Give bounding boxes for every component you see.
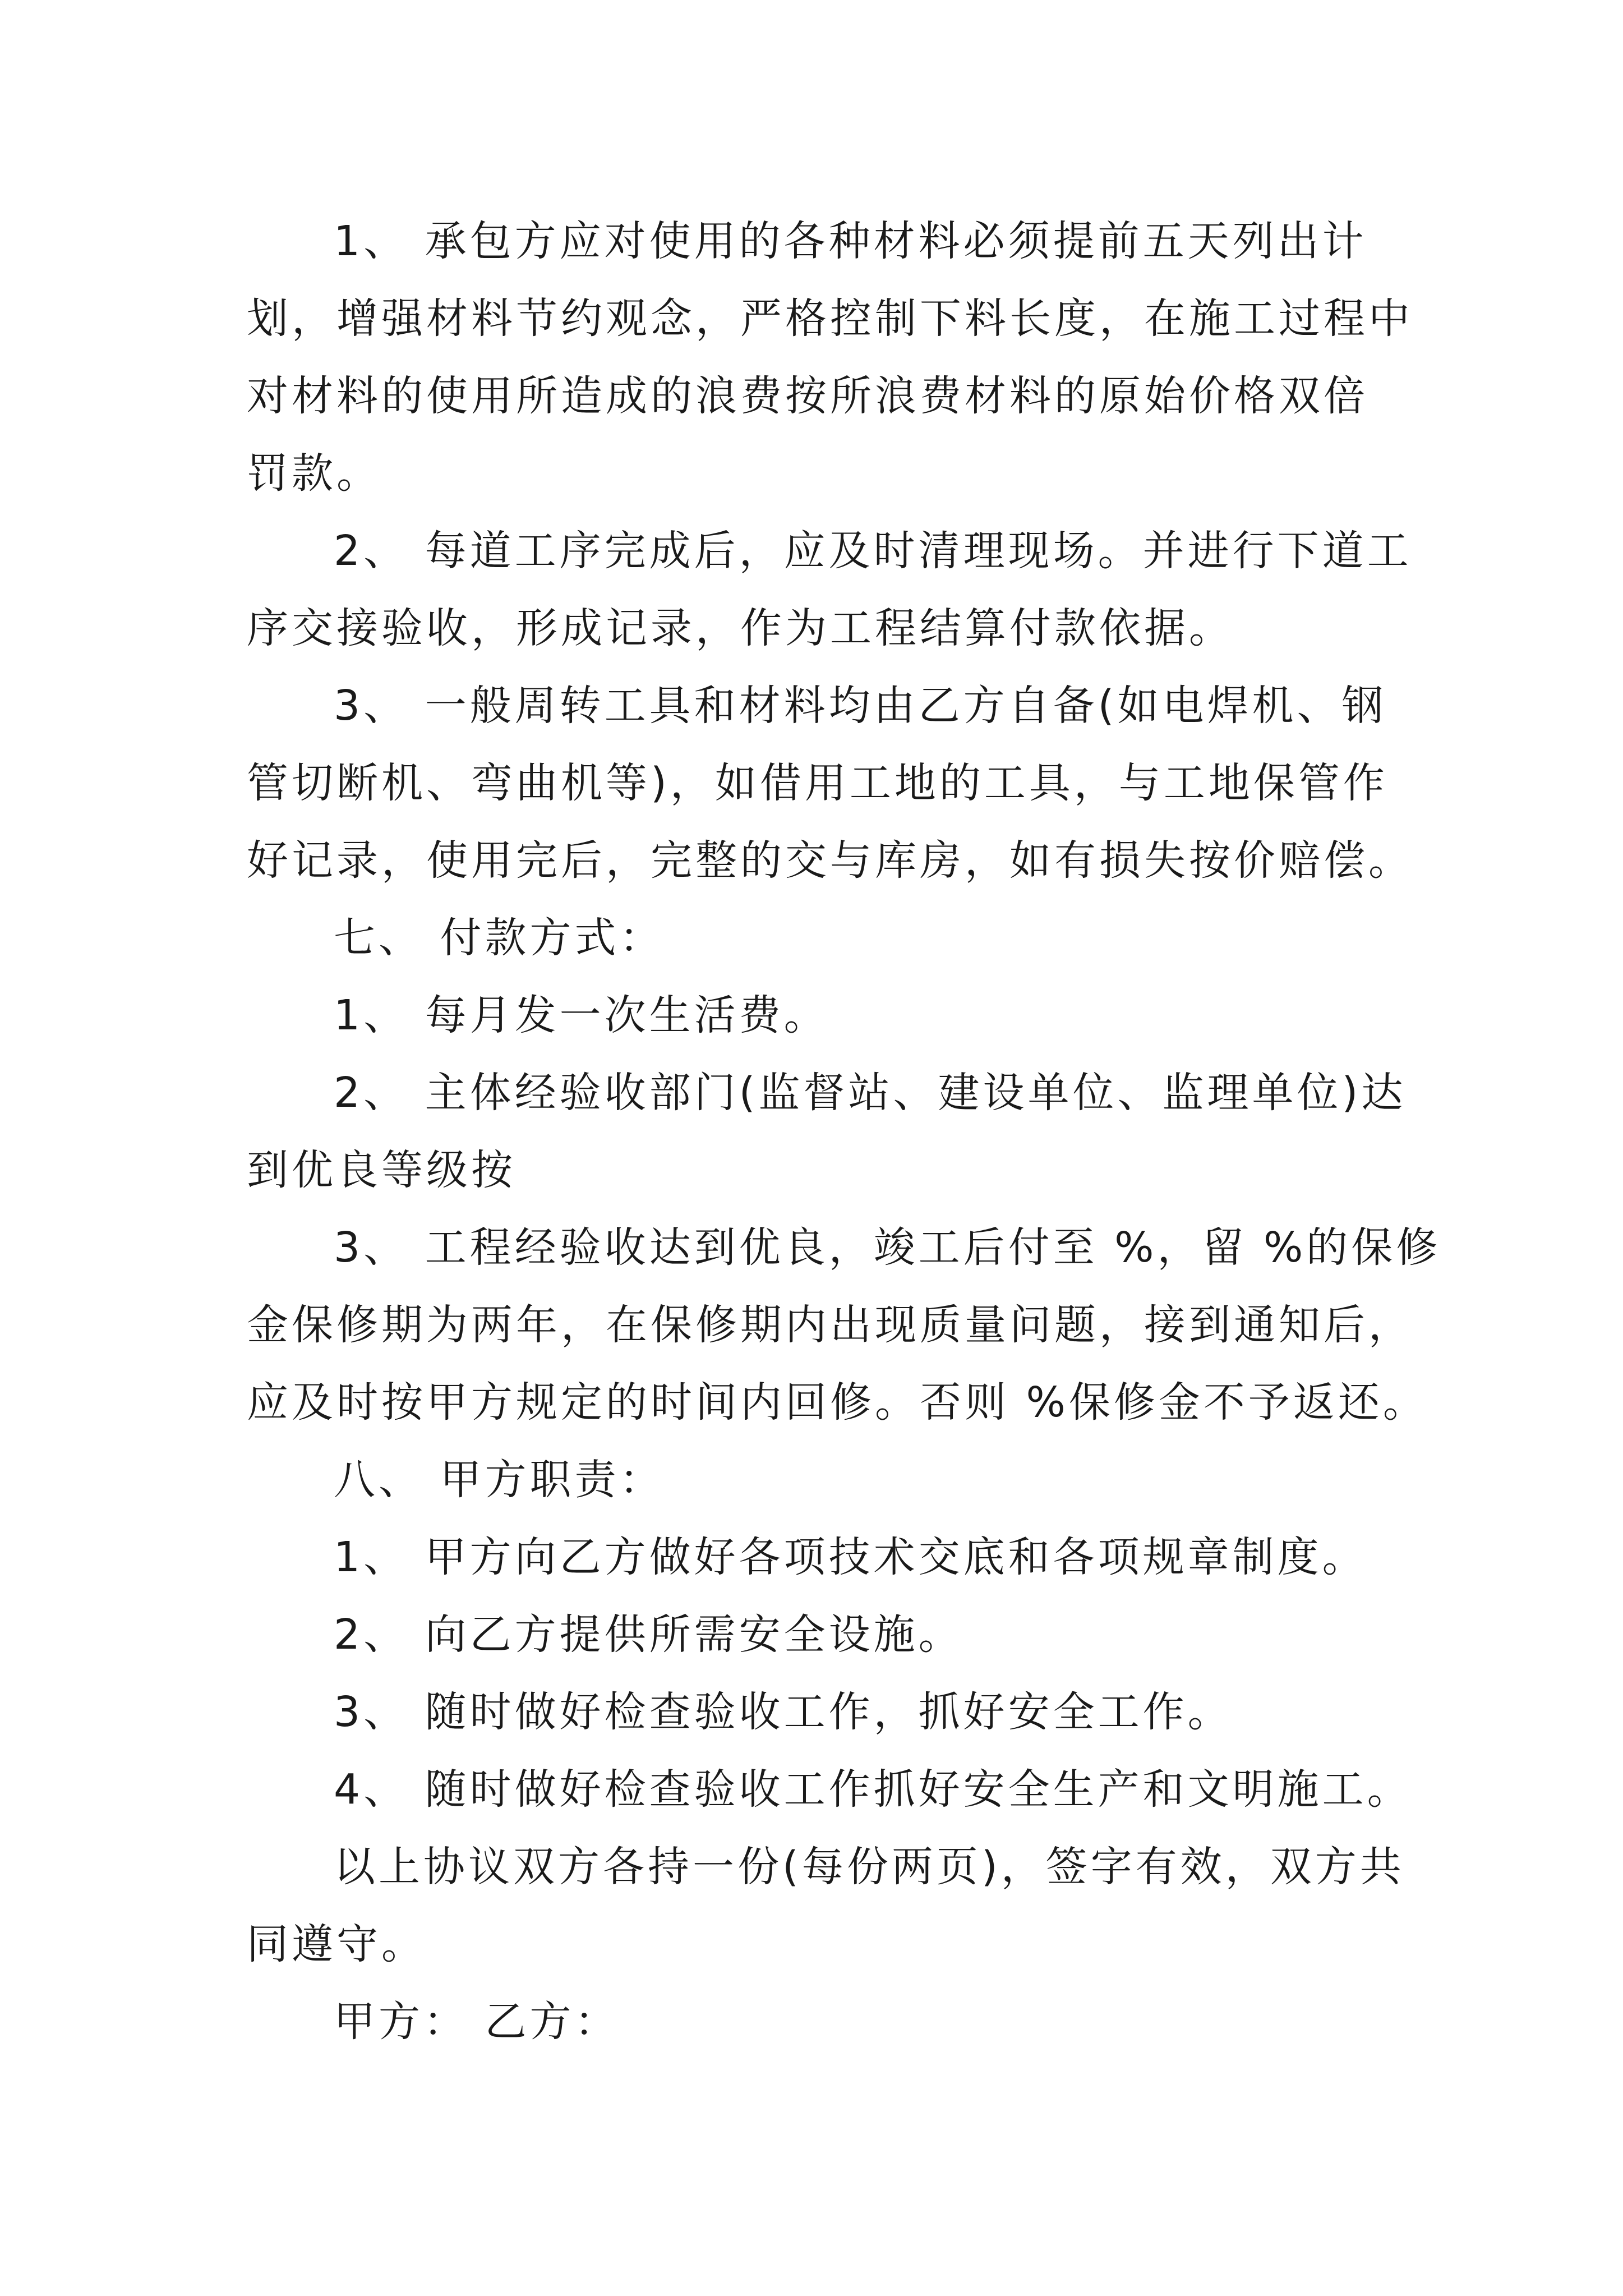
paragraph-line: 对材料的使用所造成的浪费按所浪费材料的原始价格双倍 — [247, 372, 1368, 420]
paragraph-line: 3、 随时做好检查验收工作，抓好安全工作。 — [334, 1688, 1233, 1736]
paragraph-line: 金保修期为两年，在保修期内出现质量问题，接到通知后， — [247, 1301, 1413, 1349]
paragraph-line: 罚款。 — [247, 449, 381, 498]
section-heading: 八、 甲方职责： — [334, 1456, 665, 1504]
paragraph-line: 2、 每道工序完成后，应及时清理现场。并进行下道工 — [334, 527, 1412, 575]
paragraph-line: 3、 一般周转工具和材料均由乙方自备(如电焊机、钢 — [334, 682, 1387, 730]
paragraph-line: 好记录，使用完后，完整的交与库房，如有损失按价赔偿。 — [247, 836, 1413, 885]
paragraph-line: 到优良等级按 — [247, 1146, 516, 1194]
paragraph-line: 序交接验收，形成记录，作为工程结算付款依据。 — [247, 604, 1234, 652]
paragraph-line: 应及时按甲方规定的时间内回修。否则 %保修金不予返还。 — [247, 1378, 1428, 1427]
paragraph-line: 1、 承包方应对使用的各种材料必须提前五天列出计 — [334, 217, 1367, 265]
paragraph-line: 以上协议双方各持一份(每份两页)，签字有效，双方共 — [334, 1843, 1405, 1891]
paragraph-line: 4、 随时做好检查验收工作抓好安全生产和文明施工。 — [334, 1765, 1412, 1814]
paragraph-line: 3、 工程经验收达到优良，竣工后付至 %，留 %的保修 — [334, 1223, 1441, 1272]
paragraph-line: 2、 向乙方提供所需安全设施。 — [334, 1611, 963, 1659]
paragraph-line: 同遵守。 — [247, 1920, 426, 1968]
paragraph-line: 1、 每月发一次生活费。 — [334, 991, 829, 1039]
paragraph-line: 2、 主体经验收部门(监督站、建设单位、监理单位)达 — [334, 1069, 1407, 1117]
signature-line: 甲方： 乙方： — [334, 1998, 620, 2046]
paragraph-line: 1、 甲方向乙方做好各项技术交底和各项规章制度。 — [334, 1533, 1367, 1581]
paragraph-line: 管切断机、弯曲机等)，如借用工地的工具，与工地保管作 — [247, 759, 1388, 807]
section-heading: 七、 付款方式： — [334, 914, 665, 962]
paragraph-line: 划，增强材料节约观念，严格控制下料长度，在施工过程中 — [247, 295, 1413, 343]
